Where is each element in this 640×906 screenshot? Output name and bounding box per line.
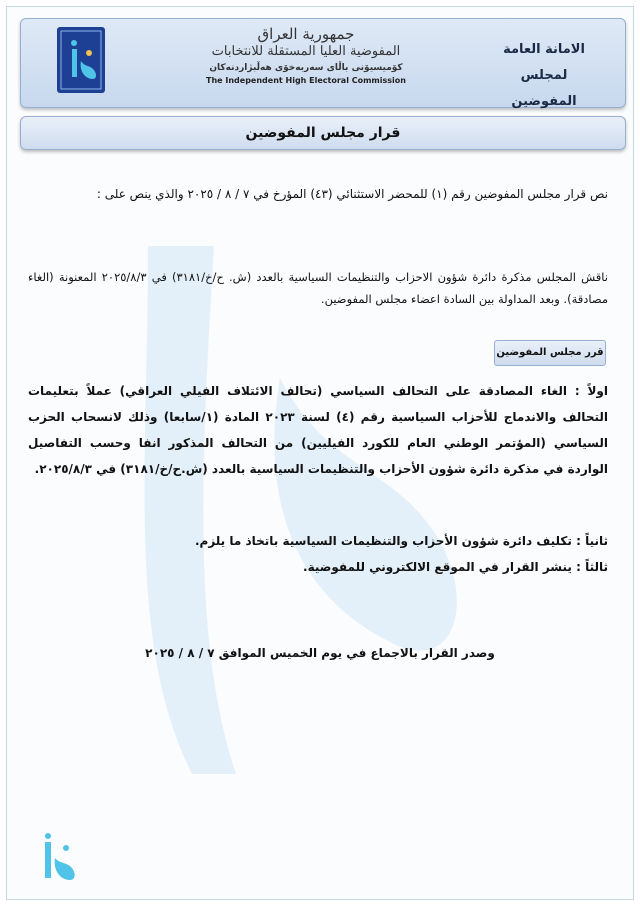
decision-items [28,528,608,580]
ihec-logo [57,27,105,93]
org-name-arabic-line2: المفوضية العليا المستقلة للانتخابات [211,44,401,59]
decision-item-3: ثالثاً : ينشر القرار في الموقع الالكتروني للمفوضية. [303,560,608,574]
decision-badge: قرر مجلس المفوضين [494,340,606,366]
discussion-paragraph: ناقش المجلس مذكرة دائرة شؤون الاحزاب والتنظيمات السياسية بالعدد (ش. ح/خ/٣١٨١) في ٢٠٢٥/٨/٣ المعنونة (الغاء مصادقة). وبعد المداولة بين السادة اعضاء مجلس المفوضين. [28,270,608,306]
letterhead [20,18,626,108]
secretariat-line2: لمجلس المفوضين [511,68,577,109]
decision-item-2: ثانياً : تكليف دائرة شؤون الأحزاب والتنظيمات السياسية باتخاذ ما يلزم. [194,534,608,548]
ihec-logo-icon [57,27,105,93]
organization-name [171,25,441,87]
org-name-arabic-line1: جمهورية العراق [257,25,355,43]
intro-paragraph: نص قرار مجلس المفوضين رقم (١) للمحضر الاستثنائي (٤٣) المؤرخ في ٧ / ٨ / ٢٠٢٥ والذي ينص على : [96,187,608,201]
secretariat-label [489,37,599,115]
document-title: قرار مجلس المفوضين [20,116,626,150]
secretariat-line1: الامانة العامة [503,42,585,57]
footer-logo-icon [34,830,80,890]
org-name-kurdish: كۆمیسیۆنی باڵای سەربەخۆی هەڵبژاردنەکان [209,63,403,73]
org-name-english: The Independent High Electoral Commission [206,76,406,85]
issued-statement: وصدر القرار بالاجماع في يوم الخميس الموافق ٧ / ٨ / ٢٠٢٥ [145,646,495,660]
decision-item-1: اولاً : الغاء المصادقة على التحالف السياسي (تحالف الائتلاف الفيلي العراقي) عملاً بتعليمات التحالف والاندماج للأحزاب السياسية رقم (٤) لسنة ٢٠٢٣ المادة (١/سابعا) وذلك لانسحاب الحزب السياسي (المؤتمر الوطني العام للكورد الفيليين) من التحالف المذكور انفا وحسب التفاصيل الواردة في مذكرة دائرة شؤون الأحزاب والتنظيمات السياسية بالعدد (ش.ح/خ/٣١٨١) في ٢٠٢٥/٨/٣. [28,384,608,476]
